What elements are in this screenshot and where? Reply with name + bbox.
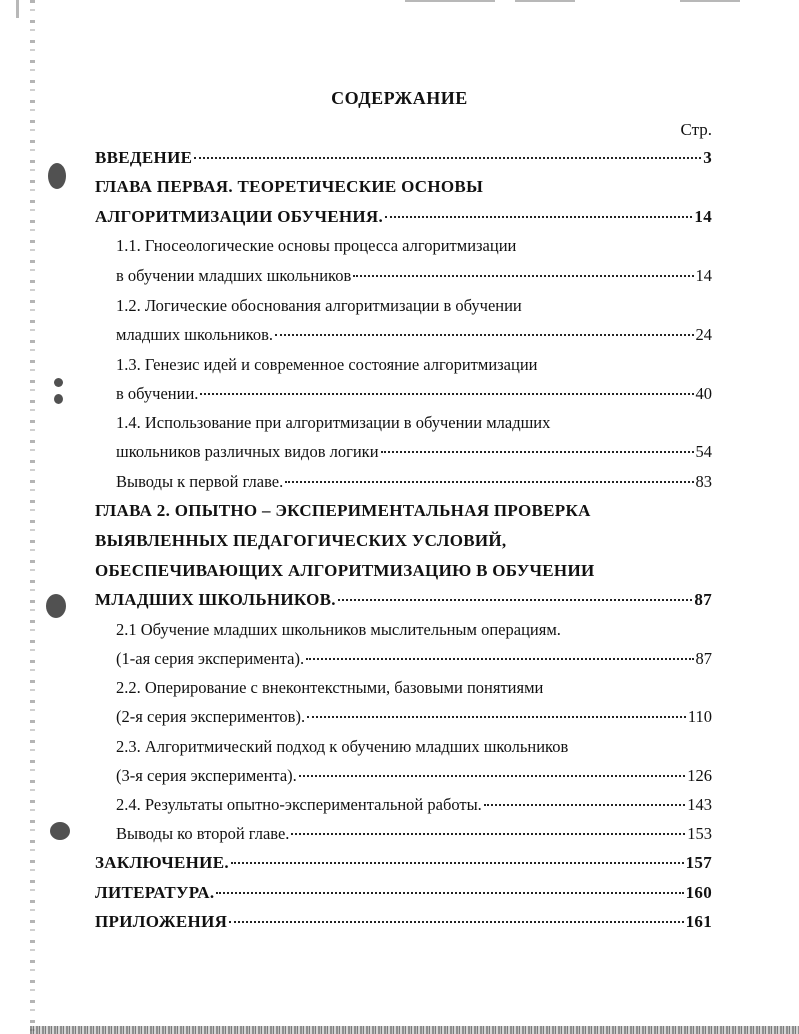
toc-entry-section-2-2 xyxy=(116,707,712,727)
toc-page-number: 143 xyxy=(687,795,712,814)
toc-entry-chapter-2 xyxy=(95,590,712,610)
toc-entry-section-2-4 xyxy=(116,795,712,815)
toc-page-number: 24 xyxy=(695,325,712,344)
dot-leader xyxy=(381,450,694,453)
toc-entry-chapter-2-conclusions xyxy=(116,824,712,844)
dot-leader xyxy=(484,803,685,806)
toc-page-number: 160 xyxy=(685,883,712,902)
toc-entry-literature xyxy=(95,883,712,903)
dot-leader xyxy=(229,920,683,923)
dot-leader xyxy=(307,715,686,718)
toc-page-number: 3 xyxy=(703,148,712,167)
toc-page-number: 161 xyxy=(685,912,712,931)
toc-section-1-1-line1: 1.1. Гносеологические основы процесса алгоритмизации xyxy=(116,236,517,255)
toc-chapter-2-title-line1: ГЛАВА 2. ОПЫТНО – ЭКСПЕРИМЕНТАЛЬНАЯ ПРОВЕРКА xyxy=(95,501,591,520)
toc-page-number: 40 xyxy=(695,384,712,403)
toc-entry-section-1-3 xyxy=(116,384,712,404)
toc-chapter-1-title-line1: ГЛАВА ПЕРВАЯ. ТЕОРЕТИЧЕСКИЕ ОСНОВЫ xyxy=(95,177,484,196)
toc-entry-section-1-2 xyxy=(116,325,712,345)
toc-entry-title: ЛИТЕРАТУРА. xyxy=(95,883,215,902)
toc-page-number: 14 xyxy=(695,266,712,285)
toc-entry-chapter-1 xyxy=(95,207,712,227)
toc-entry-introduction xyxy=(95,148,712,168)
toc-page-number: 54 xyxy=(695,442,712,461)
toc-entry-title: АЛГОРИТМИЗАЦИИ ОБУЧЕНИЯ. xyxy=(95,207,384,226)
toc-entry-title: (2-я серия экспериментов). xyxy=(116,707,306,726)
toc-entry-title: школьников различных видов логики xyxy=(116,442,379,461)
dot-leader xyxy=(216,891,683,894)
toc-section-1-3-line1: 1.3. Генезис идей и современное состояние алгоритмизации xyxy=(116,355,538,374)
toc-page-number: 110 xyxy=(687,707,712,726)
toc-entry-title: (1-ая серия эксперимента). xyxy=(116,649,305,668)
toc-entry-title: в обучении младших школьников xyxy=(116,266,352,285)
toc-entry-chapter-1-conclusions xyxy=(116,472,712,492)
toc-section-2-3-line1: 2.3. Алгоритмический подход к обучению младших школьников xyxy=(116,737,569,756)
toc-page-number: 14 xyxy=(694,207,712,226)
toc-entry-title: МЛАДШИХ ШКОЛЬНИКОВ. xyxy=(95,590,336,609)
dot-leader xyxy=(231,861,684,864)
dot-leader xyxy=(353,274,693,277)
dot-leader xyxy=(194,156,701,159)
dot-leader xyxy=(275,333,694,336)
toc-entry-title: ПРИЛОЖЕНИЯ xyxy=(95,912,228,931)
toc-entry-title: ВВЕДЕНИЕ xyxy=(95,148,193,167)
dot-leader xyxy=(385,215,692,218)
toc-entry-section-2-1 xyxy=(116,649,712,669)
dot-leader xyxy=(285,480,693,483)
toc-entry-section-2-3 xyxy=(116,766,712,786)
dot-leader xyxy=(338,598,693,601)
toc-page-number: 157 xyxy=(685,853,712,872)
page-column-label: Стр. xyxy=(680,120,712,139)
toc-page-number: 87 xyxy=(695,649,712,668)
toc-entry-title: (3-я серия эксперимента). xyxy=(116,766,297,785)
toc-section-2-2-line1: 2.2. Оперирование с внеконтекстными, базовыми понятиями xyxy=(116,678,544,697)
toc-page-number: 126 xyxy=(687,766,712,785)
toc-chapter-2-title-line3: ОБЕСПЕЧИВАЮЩИХ АЛГОРИТМИЗАЦИЮ В ОБУЧЕНИИ xyxy=(95,561,595,580)
toc-entry-title: ЗАКЛЮЧЕНИЕ. xyxy=(95,853,229,872)
toc-section-1-2-line1: 1.2. Логические обоснования алгоритмизации в обучении xyxy=(116,296,522,315)
toc-entry-appendix xyxy=(95,912,712,932)
dot-leader xyxy=(291,832,685,835)
toc-entry-title: 2.4. Результаты опытно-экспериментальной работы. xyxy=(116,795,482,814)
dot-leader xyxy=(306,657,693,660)
toc-entry-section-1-1 xyxy=(116,266,712,286)
toc-entry-title: Выводы к первой главе. xyxy=(116,472,284,491)
toc-entry-conclusion xyxy=(95,853,712,873)
toc-page-number: 83 xyxy=(695,472,712,491)
toc-entry-title: Выводы ко второй главе. xyxy=(116,824,290,843)
toc-page-number: 87 xyxy=(694,590,712,609)
dot-leader xyxy=(200,392,693,395)
dot-leader xyxy=(299,774,685,777)
document-title: СОДЕРЖАНИЕ xyxy=(331,88,468,108)
toc-section-2-1-line1: 2.1 Обучение младших школьников мыслительным операциям. xyxy=(116,620,561,639)
toc-page-number: 153 xyxy=(687,824,712,843)
toc-chapter-2-title-line2: ВЫЯВЛЕННЫХ ПЕДАГОГИЧЕСКИХ УСЛОВИЙ, xyxy=(95,531,507,550)
toc-entry-title: в обучении. xyxy=(116,384,199,403)
toc-entry-section-1-4 xyxy=(116,442,712,462)
toc-section-1-4-line1: 1.4. Использование при алгоритмизации в обучении младших xyxy=(116,413,551,432)
toc-entry-title: младших школьников. xyxy=(116,325,273,344)
